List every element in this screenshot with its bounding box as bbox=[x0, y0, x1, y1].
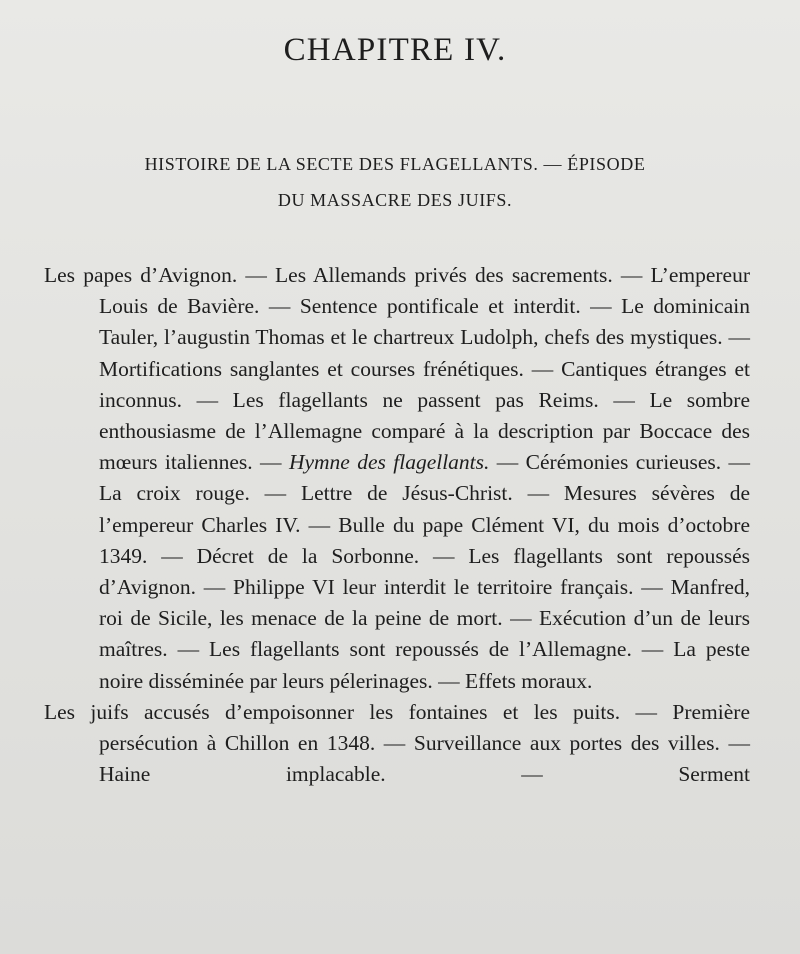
chapter-title: CHAPITRE IV. bbox=[283, 32, 507, 68]
summary-italic-title: Hymne des flagellants. bbox=[288, 450, 490, 475]
chapter-subtitle-line-1: HISTOIRE DE LA SECTE DES FLAGELLANTS. — ÉPISODE bbox=[144, 154, 646, 174]
summary-paragraph-flagellants bbox=[44, 260, 750, 697]
summary-text-part-1: Les papes d’Avignon. — Les Allemands privés des sacrements. — L’empereur Louis de Bavière. — Sentence pontificale et interdit. — Le dominicain Tauler, l’augustin Thomas et le chartreux Ludolph, chefs des mystiques. — Mortifications sanglantes et courses frénétiques. — Cantiques étranges et inconnus. — Les flagellants ne passent pas Reims. — Le sombre enthousiasme de l’Allemagne comparé à la description par Boccace des mœurs italiennes. — bbox=[44, 263, 750, 475]
chapter-subtitle-line-2: DU MASSACRE DES JUIFS. bbox=[277, 190, 513, 210]
summary-paragraph-juifs bbox=[44, 697, 750, 791]
chapter-summary bbox=[44, 260, 750, 790]
summary-text-part-2: — Cérémonies curieuses. — La croix rouge. — Lettre de Jésus-Christ. — Mesures sévères de l’empereur Charles IV. — Bulle du pape Clément VI, du mois d’octobre 1349. — Décret de la Sorbonne. — Les flagellants sont repoussés d’Avignon. — Philippe VI leur interdit le territoire français. — Manfred, roi de Sicile, les menace de la peine de mort. — Exécution d’un de leurs maîtres. — Les flagellants sont repoussés de l’Allemagne. — La peste noire disséminée par leurs pélerinages. — Effets moraux. bbox=[99, 450, 750, 693]
summary-text-juifs: Les juifs accusés d’empoisonner les fontaines et les puits. — Première persécution à Chillon en 1348. — Surveillance aux portes des villes. — Haine implacable. — Serment bbox=[44, 699, 750, 787]
